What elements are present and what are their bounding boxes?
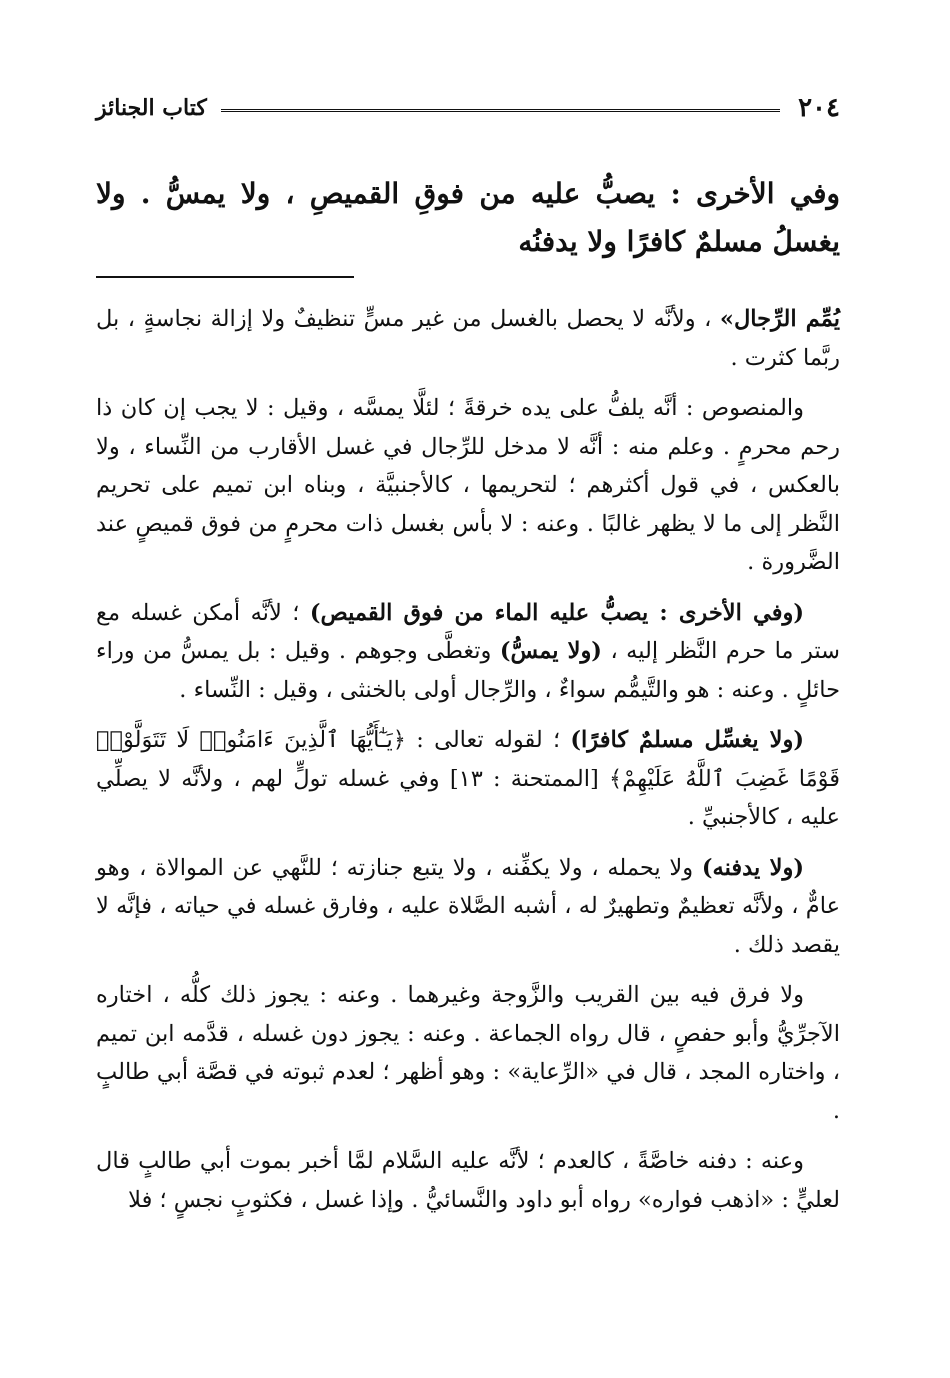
bold-phrase: (ولا يدفنه)	[701, 854, 804, 881]
paragraph-text: ؛ لقوله تعالى :	[405, 727, 571, 753]
paragraph-text: ، ولأنَّه لا يحصل بالغسل من غير مسٍّ تنظيفٌ ولا إزالة نجاسةٍ ، بل ربَّما كثرت .	[96, 306, 840, 371]
paragraph-text: وتغطَّى وجوهم . وقيل : بل يمسُّ من وراء حائلٍ . وعنه : هو والتَّيمُّم سواءٌ ، والرِّجال أولى بالخنثى ، وقيل : النِّساء .	[96, 638, 840, 703]
paragraph-text: [الممتحنة : ١٣] وفي غسله تولٍّ لهم ، ولأنَّه لا يصلِّي عليه ، كالأجنبيِّ .	[96, 765, 840, 830]
paragraph-text: وعنه : دفنه خاصَّةً ، كالعدم ؛ لأنَّه عليه السَّلام لمَّا أخبر بموت أبي طالبٍ قال لعليٍّ : «اذهب فواره» رواه أبو داود والنَّسائيُّ . وإذا غسل ، فكثوبٍ نجسٍ ؛ فلا	[96, 1148, 840, 1213]
paragraph-2	[96, 389, 840, 582]
quran-verse: ﴿يَـٰٓأَيُّهَا ٱلَّذِينَ ءَامَنُوا۟ لَا تَتَوَلَّوْا۟ قَوْمًا غَضِبَ ٱللَّهُ عَلَيْهِمْ﴾	[96, 727, 841, 792]
matn-text: وفي الأخرى : يصبُّ عليه من فوقِ القميصِ ، ولا يمسُّ . ولا يغسلُ مسلمٌ كافرًا ولا يدفنُه	[96, 177, 840, 258]
bold-phrase: (ولا يمسُّ)	[499, 638, 602, 664]
paragraph-4	[96, 721, 840, 837]
matn-separator	[96, 276, 354, 278]
bold-phrase: (ولا يغسِّل مسلمٌ كافرًا)	[570, 727, 804, 753]
paragraph-6	[96, 976, 840, 1130]
bold-phrase: (وفي الأخرى : يصبُّ عليه الماء من فوق القميص)	[309, 599, 804, 626]
paragraph-1	[96, 300, 840, 377]
header-rule	[221, 109, 780, 112]
paragraph-3	[96, 594, 840, 710]
running-title: كتاب الجنائز	[96, 95, 207, 121]
running-header	[96, 88, 840, 128]
page-number: ٢٠٤	[798, 93, 840, 123]
paragraph-text: والمنصوص : أنَّه يلفُّ على يده خرقةً ؛ لئلَّا يمسَّه ، وقيل : لا يجب إن كان ذا رحم محرمٍ . وعلم منه : أنَّه لا مدخل للرِّجال في غسل الأقارب من النِّساء ، ولا بالعكس ، في قول أكثرهم ؛ لتحريمها ، كالأجنبيَّة ، وبناه ابن تميم على تحريم النَّظر إلى ما لا يظهر غالبًا . وعنه : لا بأس بغسل ذات محرمٍ من فوق قميصٍ عند الضَّرورة .	[96, 395, 840, 575]
paragraph-7	[96, 1142, 840, 1219]
paragraph-text: ولا يحمله ، ولا يكفِّنه ، ولا يتبع جنازته ؛ للنَّهي عن الموالاة ، وهو عامٌّ ، ولأنَّه تعظيمٌ وتطهيرٌ له ، أشبه الصَّلاة عليه ، وفارق غسله في حياته ، فإنَّه لا يقصد ذلك .	[96, 854, 840, 958]
paragraph-text: ؛ لأنَّه أمكن غسله مع ستر ما حرم النَّظر إليه ،	[96, 599, 841, 664]
paragraph-text: ولا فرق فيه بين القريب والزَّوجة وغيرهما . وعنه : يجوز ذلك كلُّه ، اختاره الآجرِّيُّ وأبو حفصٍ ، قال رواه الجماعة . وعنه : يجوز دون غسله ، قدَّمه ابن تميم ، واختاره المجد ، قال في «الرِّعاية» : وهو أظهر ؛ لعدم ثبوته في قصَّة أبي طالبٍ .	[96, 982, 840, 1124]
bold-phrase: يُمِّم الرِّجال»	[719, 306, 840, 332]
commentary-body	[96, 300, 840, 1219]
paragraph-5	[96, 849, 840, 965]
